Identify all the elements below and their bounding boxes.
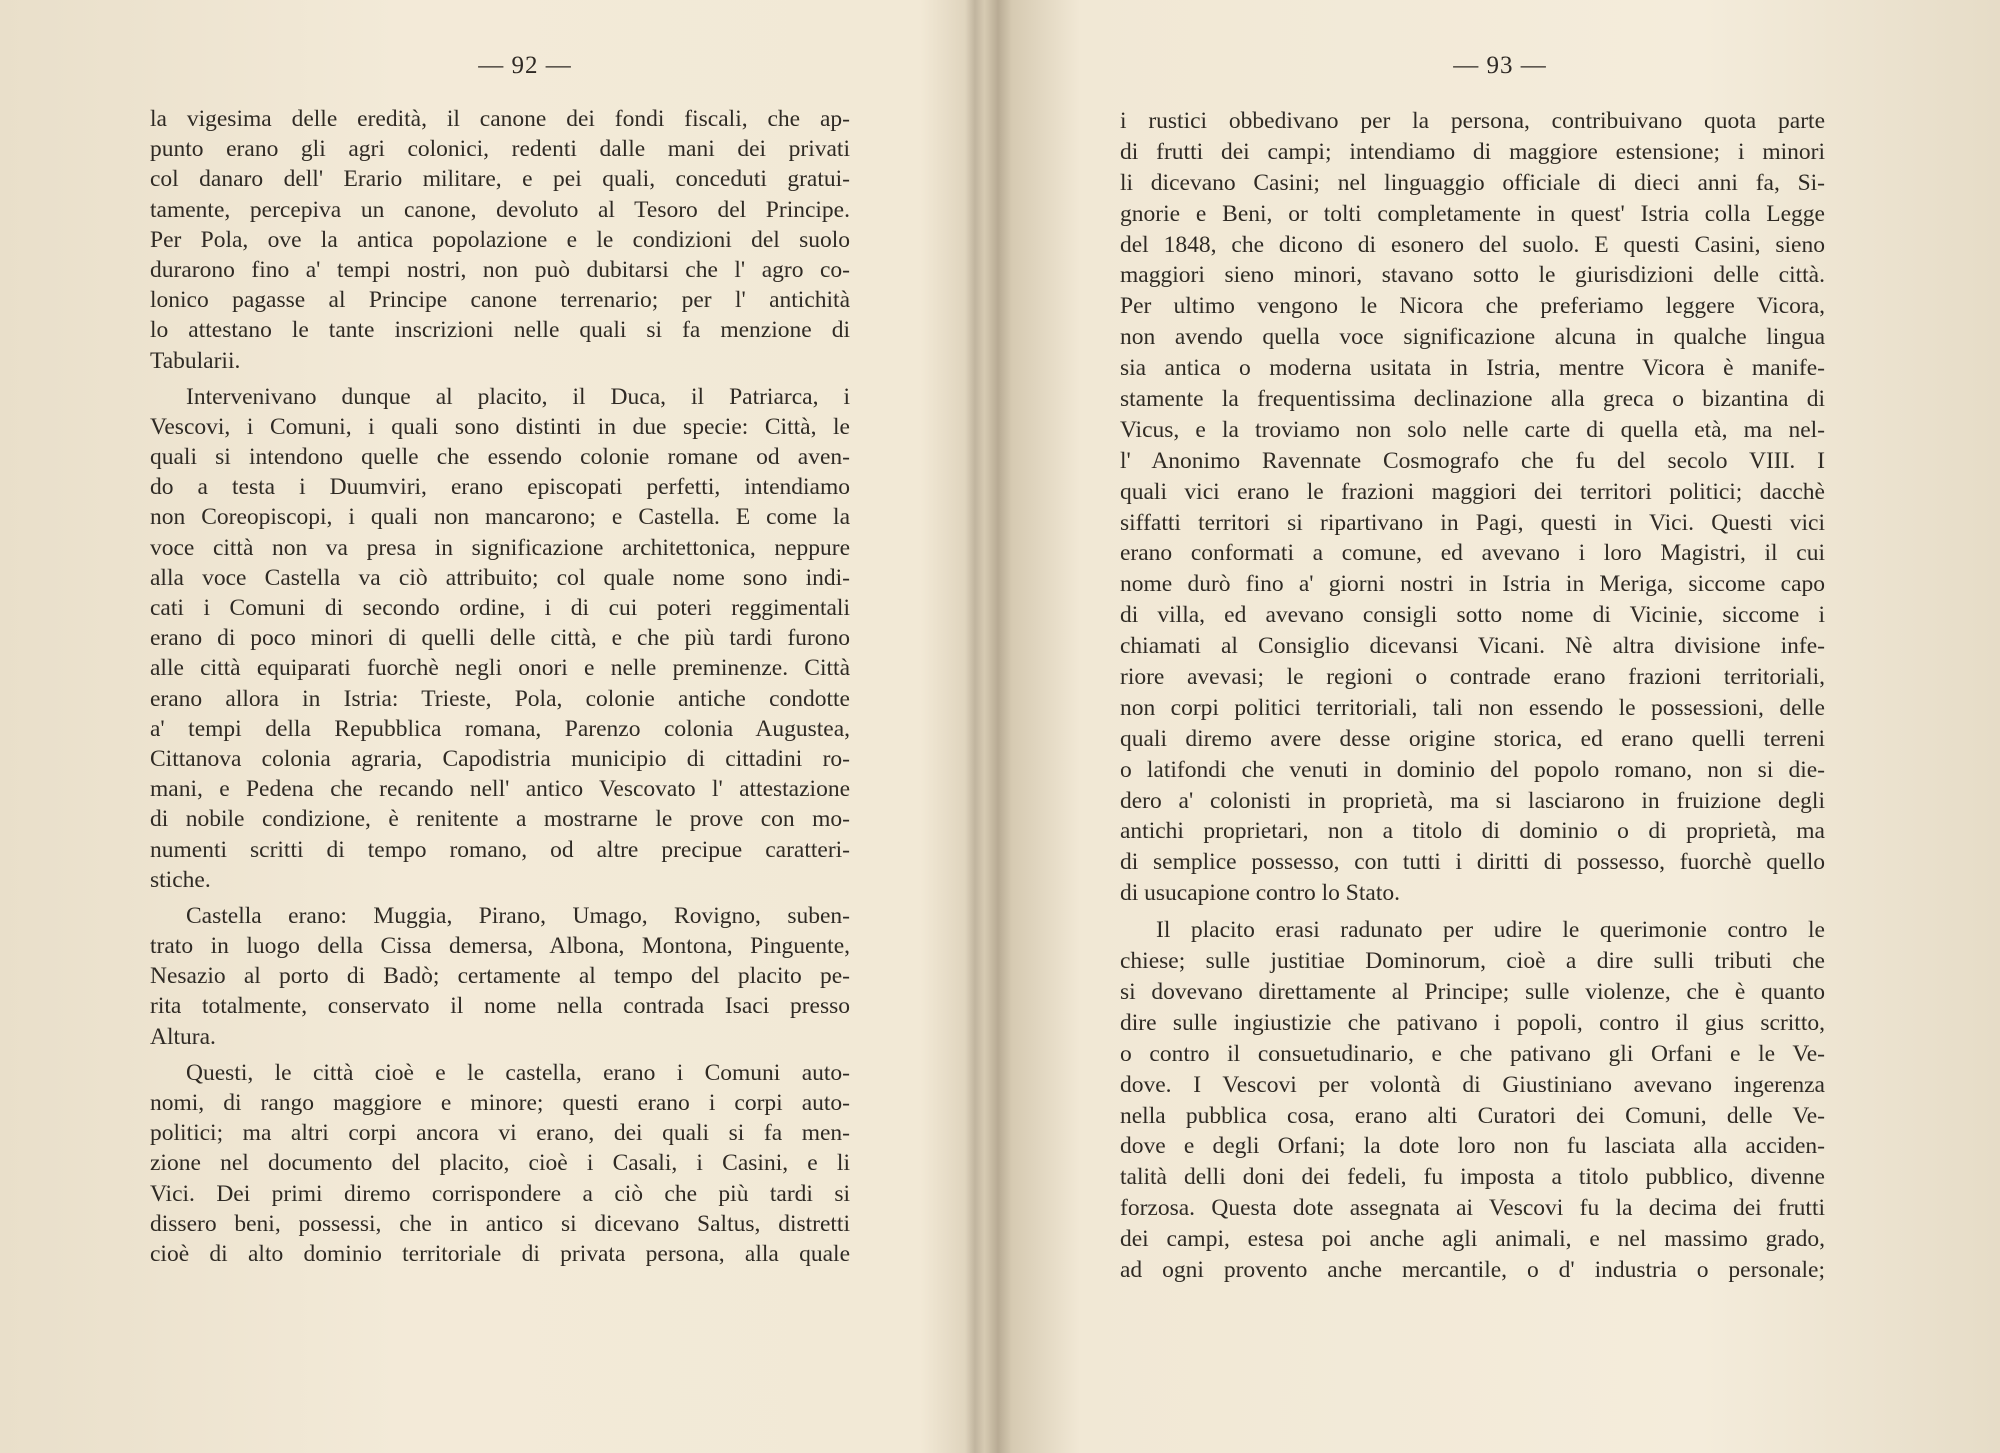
text-line: di usucapione contro lo Stato. [1120, 880, 1400, 907]
text-line: Vicus, e la troviamo non solo nelle carte di quella età, ma nel- [1120, 416, 1825, 443]
text-line: sia antica o moderna usitata in Istria, mentre Vicora è manife- [1120, 355, 1825, 382]
text-line: do a testa i Duumviri, erano episcopati perfetti, intendiamo [150, 474, 850, 501]
text-line: alle città equiparati fuorchè negli onori e nelle preminenze. Città [150, 655, 850, 682]
text-line: dero a' colonisti in proprietà, ma si lasciarono in fruizione degli [1120, 787, 1825, 814]
text-line: nome durò fino a' giorni nostri in Istria in Meriga, siccome capo [1120, 571, 1825, 598]
text-line: cioè di alto dominio territoriale di privata persona, alla quale [150, 1240, 850, 1267]
text-line: a' tempi della Repubblica romana, Parenzo colonia Augustea, [150, 715, 850, 742]
left-page [0, 0, 980, 1453]
text-line: la vigesima delle eredità, il canone dei fondi fiscali, che ap- [150, 106, 850, 132]
text-line: di frutti dei campi; intendiamo di maggiore estensione; i minori [1120, 138, 1825, 165]
text-line: quali diremo avere desse origine storica, ed erano quelli terreni [1120, 725, 1825, 752]
text-line: gnorie e Beni, or tolti completamente in quest' Istria colla Legge [1120, 200, 1825, 227]
text-line: non avendo quella voce significazione alcuna in qualche lingua [1120, 324, 1825, 351]
text-line: o contro il consuetudinario, e che pativano gli Orfani e le Ve- [1120, 1040, 1825, 1067]
text-line: antichi proprietari, non a titolo di dominio o di proprietà, ma [1120, 818, 1825, 845]
text-line: l' Anonimo Ravennate Cosmografo che fu del secolo VIII. I [1120, 447, 1825, 474]
text-line: quali vici erano le frazioni maggiori dei territori politici; dacchè [1120, 478, 1825, 505]
right-page [995, 0, 2000, 1453]
text-line: chiamati al Consiglio dicevansi Vicani. Nè altra divisione infe- [1120, 633, 1825, 660]
text-line: voce città non va presa in significazione architettonica, neppure [150, 534, 850, 561]
text-line: i rustici obbedivano per la persona, contribuivano quota parte [1120, 108, 1825, 134]
text-line: alla voce Castella va ciò attribuito; col quale nome sono indi- [150, 564, 850, 591]
text-line: numenti scritti di tempo romano, od altre precipue caratteri- [150, 836, 850, 863]
page-number-right: — 93 — [1453, 52, 1547, 79]
text-line: lo attestano le tante inscrizioni nelle quali si fa menzione di [150, 317, 850, 344]
text-line: ad ogni provento anche mercantile, o d' industria o personale; [1120, 1256, 1825, 1283]
text-line: Tabularii. [150, 347, 241, 374]
text-line: maggiori sieno minori, stavano sotto le giurisdizioni delle città. [1120, 262, 1825, 289]
text-line: zione nel documento del placito, cioè i Casali, i Casini, e li [150, 1150, 850, 1177]
text-line: non corpi politici territoriali, tali non essendo le possessioni, delle [1120, 694, 1825, 721]
text-line: mani, e Pedena che recando nell' antico Vescovato l' attestazione [150, 776, 850, 803]
text-line: punto erano gli agri colonici, redenti dalle mani dei privati [150, 136, 850, 163]
text-line: quali si intendono quelle che essendo colonie romane od aven- [150, 444, 850, 471]
text-line: rita totalmente, conservato il nome nella contrada Isaci presso [150, 993, 850, 1020]
text-line: Il placito erasi radunato per udire le querimonie contro le [1156, 917, 1825, 944]
text-line: di nobile condizione, è renitente a mostrarne le prove con mo- [150, 806, 850, 833]
text-line: dissero beni, possessi, che in antico si dicevano Saltus, distretti [150, 1210, 850, 1237]
text-line: trato in luogo della Cissa demersa, Albona, Montona, Pinguente, [150, 933, 850, 960]
text-line: non Coreopiscopi, i quali non mancarono; e Castella. E come la [150, 504, 850, 531]
text-line: Questi, le città cioè e le castella, erano i Comuni auto- [186, 1059, 850, 1086]
text-line: riore avevasi; le regioni o contrade erano frazioni territoriali, [1120, 664, 1825, 691]
text-line: forzosa. Questa dote assegnata ai Vescovi fu la decima dei frutti [1120, 1195, 1825, 1222]
text-line: del 1848, che dicono di esonero del suolo. E questi Casini, sieno [1120, 231, 1825, 258]
text-line: Cittanova colonia agraria, Capodistria municipio di cittadini ro- [150, 745, 850, 772]
text-line: Intervenivano dunque al placito, il Duca, il Patriarca, i [186, 383, 850, 410]
page-number-left: — 92 — [478, 52, 572, 79]
text-line: dove e degli Orfani; la dote loro non fu lasciata alla acciden- [1120, 1133, 1825, 1160]
text-line: erano allora in Istria: Trieste, Pola, colonie antiche condotte [150, 685, 850, 712]
text-line: talità delli doni dei fedeli, fu imposta a titolo pubblico, divenne [1120, 1164, 1825, 1191]
text-line: di semplice possesso, con tutti i diritti di possesso, fuorchè quello [1120, 849, 1825, 876]
text-line: li dicevano Casini; nel linguaggio officiale di dieci anni fa, Si- [1120, 169, 1825, 196]
text-line: di villa, ed avevano consigli sotto nome di Vicinie, siccome i [1120, 602, 1825, 629]
text-line: erano conformati a comune, ed avevano i loro Magistri, il cui [1120, 540, 1825, 567]
text-line: Vescovi, i Comuni, i quali sono distinti in due specie: Città, le [150, 413, 850, 440]
text-line: erano di poco minori di quelli delle città, e che più tardi furono [150, 625, 850, 652]
text-line: Vici. Dei primi diremo corrispondere a ciò che più tardi si [150, 1180, 850, 1207]
left-page-text [150, 104, 850, 1269]
text-line: cati i Comuni di secondo ordine, i di cui poteri reggimentali [150, 595, 850, 621]
text-line: tamente, percepiva un canone, devoluto al Tesoro del Principe. [150, 196, 850, 223]
text-line: si dovevano direttamente al Principe; sulle violenze, che è quanto [1120, 978, 1825, 1005]
text-line: dove. I Vescovi per volontà di Giustiniano avevano ingerenza [1120, 1071, 1825, 1098]
text-line: Nesazio al porto di Badò; certamente al tempo del placito pe- [150, 963, 850, 990]
text-line: durarono fino a' tempi nostri, non può dubitarsi che l' agro co- [150, 256, 850, 283]
text-line: o latifondi che venuti in dominio del popolo romano, non si die- [1120, 756, 1825, 783]
text-line: dei campi, estesa poi anche agli animali, e nel massimo grado, [1120, 1226, 1825, 1253]
text-line: Per Pola, ove la antica popolazione e le condizioni del suolo [150, 226, 850, 253]
text-line: nella pubblica cosa, erano alti Curatori dei Comuni, delle Ve- [1120, 1102, 1825, 1129]
text-line: lonico pagasse al Principe canone terrenario; per l' antichità [150, 287, 850, 314]
text-line: nomi, di rango maggiore e minore; questi erano i corpi auto- [150, 1090, 850, 1116]
text-line: dire sulle ingiustizie che pativano i popoli, contro il gius scritto, [1120, 1009, 1825, 1036]
text-line: siffatti territori si ripartivano in Pagi, questi in Vici. Questi vici [1120, 509, 1825, 536]
right-page-text [1120, 106, 1825, 1286]
text-line: Per ultimo vengono le Nicora che preferiamo leggere Vicora, [1120, 293, 1825, 320]
text-line: stamente la frequentissima declinazione alla greca o bizantina di [1120, 386, 1825, 413]
text-line: Castella erano: Muggia, Pirano, Umago, Rovigno, suben- [186, 902, 850, 929]
text-line: stiche. [150, 866, 211, 893]
text-line: politici; ma altri corpi ancora vi erano, dei quali si fa men- [150, 1120, 850, 1147]
text-line: col danaro dell' Erario militare, e pei quali, conceduti gratui- [150, 166, 850, 193]
text-line: chiese; sulle justitiae Dominorum, cioè a dire sulli tributi che [1120, 948, 1825, 975]
text-line: Altura. [150, 1023, 216, 1050]
